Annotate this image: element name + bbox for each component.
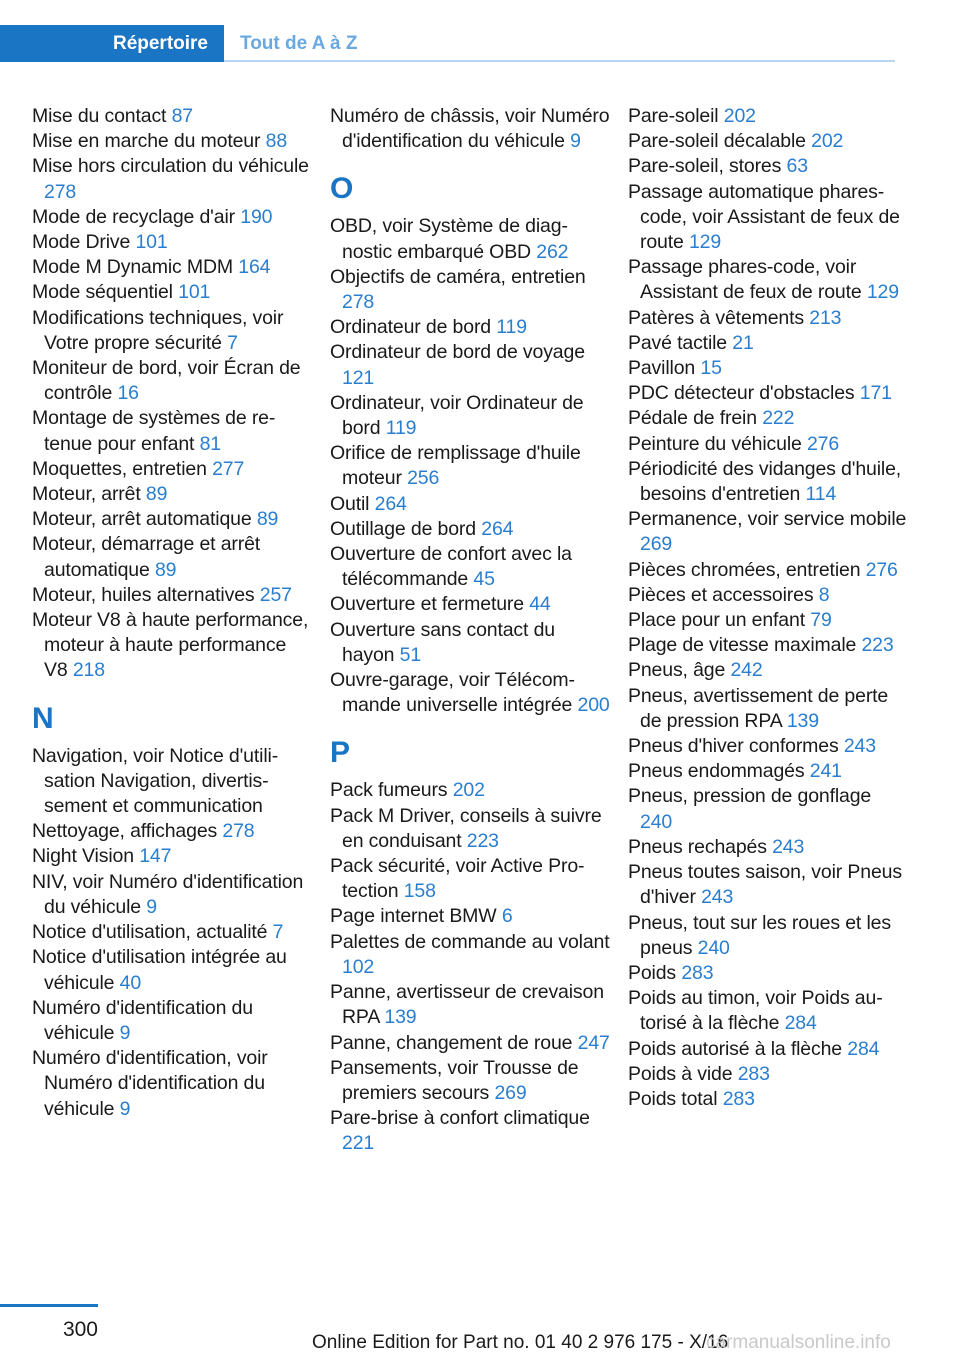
entry-text: Permanence, voir service mobile (628, 508, 907, 531)
entry-text: Mise en marche du moteur (32, 130, 261, 153)
entry-text: PDC détecteur d'obstacles (628, 382, 855, 405)
index-entry (330, 340, 610, 390)
index-entry (330, 804, 610, 854)
page-number: 300 (62, 1318, 98, 1341)
page-link[interactable]: 241 (809, 760, 842, 783)
index-entry (32, 870, 312, 920)
page-link[interactable]: 89 (256, 508, 279, 531)
page-link[interactable]: 40 (119, 971, 142, 994)
index-entry (32, 482, 312, 507)
index-entry (628, 255, 908, 305)
page-link[interactable]: 284 (784, 1012, 817, 1035)
page-link[interactable]: 9 (119, 1021, 131, 1044)
page-link[interactable]: 278 (44, 180, 77, 203)
index-entry (628, 583, 908, 608)
entry-text: Numéro d'identification du véhicule (32, 996, 253, 1044)
entry-text: Outillage de bord (330, 517, 476, 540)
watermark: carmanualsonline.info (706, 1332, 891, 1353)
page-link[interactable]: 101 (135, 231, 168, 254)
page-link[interactable]: 21 (732, 331, 754, 354)
page-link[interactable]: 88 (265, 130, 288, 153)
index-entry (628, 406, 908, 431)
entry-text: Moteur, huiles alternatives (32, 583, 255, 606)
page-link[interactable]: 222 (762, 407, 795, 430)
page-link[interactable]: 102 (342, 955, 375, 978)
page-link[interactable]: 223 (466, 829, 499, 852)
entry-text: Moniteur de bord, voir Écran de contrôle (32, 357, 301, 405)
page-link[interactable]: 240 (640, 810, 673, 833)
entry-text: Poids autorisé à la flèche (628, 1037, 842, 1060)
index-entry (330, 441, 610, 491)
page-link[interactable]: 164 (238, 256, 271, 279)
index-entry (628, 1062, 908, 1087)
page-link[interactable]: 240 (697, 936, 730, 959)
index-entry (628, 684, 908, 734)
page-link[interactable]: 81 (199, 432, 221, 455)
entry-text: Ordinateur de bord (330, 316, 491, 339)
page-link[interactable]: 9 (119, 1097, 131, 1120)
entry-text: Outil (330, 492, 370, 515)
entry-text: Pneus rechapés (628, 835, 767, 858)
page-link[interactable]: 129 (866, 281, 899, 304)
edition-note: Online Edition for Part no. 01 40 2 976 175 - X/16 (312, 1332, 729, 1353)
page-link[interactable]: 218 (72, 659, 105, 682)
index-entry (628, 104, 908, 129)
page-link[interactable]: 202 (723, 105, 756, 127)
page-link[interactable]: 262 (536, 240, 569, 263)
index-entry (628, 961, 908, 986)
index-entry (32, 230, 312, 255)
entry-text: Notice d'utilisation, actualité (32, 921, 268, 944)
entry-text: Mode Drive (32, 231, 131, 254)
header-rule (224, 60, 895, 62)
page-link[interactable]: 276 (806, 432, 840, 455)
page-link[interactable]: 9 (146, 895, 157, 918)
entry-text: Pare-soleil (628, 105, 719, 127)
entry-text: Pneus, pression de gonflage (628, 785, 872, 808)
entry-text: Moteur V8 à haute performance, moteur à haute performance V8 (32, 609, 309, 682)
page-link[interactable]: 190 (240, 205, 273, 228)
entry-text: Pack fumeurs (330, 779, 448, 802)
tab-repertoire[interactable]: Répertoire (0, 25, 224, 62)
section-letter: N (32, 701, 54, 735)
index-entry (32, 356, 312, 406)
index-entry (628, 633, 908, 658)
index-entry (330, 104, 610, 154)
index-entry (628, 381, 908, 406)
page-link[interactable]: 221 (342, 1132, 375, 1155)
entry-text: Ouverture sans contact du hayon (330, 618, 555, 666)
entry-text: OBD, voir Système de diagnostic embarqué OBD (330, 215, 568, 263)
page-link[interactable]: 114 (805, 483, 837, 506)
entry-text: Objectifs de caméra, entretien (330, 265, 586, 288)
page-link[interactable]: 283 (722, 1087, 755, 1110)
page-link[interactable]: 89 (154, 558, 177, 581)
page-link[interactable]: 51 (399, 643, 422, 666)
section-letter: P (330, 736, 351, 770)
entry-text: Moteur, arrêt (32, 483, 141, 506)
index-entry (32, 819, 312, 844)
page-link[interactable]: 171 (859, 382, 892, 405)
index-entry (32, 154, 312, 204)
entry-text: Panne, changement de roue (330, 1031, 573, 1054)
index-entry (330, 668, 610, 718)
index-entry (330, 542, 610, 592)
index-entry (628, 734, 908, 759)
tab-tout-de-a-a-z[interactable]: Tout de A à Z (240, 32, 358, 54)
entry-text: Pare-brise à confort climatique (330, 1107, 590, 1130)
page-link[interactable]: 200 (577, 694, 610, 717)
page-link[interactable]: 119 (385, 417, 417, 440)
entry-text: Pavillon (628, 357, 696, 380)
entry-text: Peinture du véhicule (628, 432, 802, 455)
index-entry (330, 1031, 610, 1056)
index-entry (628, 835, 908, 860)
index-entry (32, 532, 312, 582)
page-link[interactable]: 264 (481, 517, 514, 540)
index-entry (330, 904, 610, 929)
index-entry (628, 432, 908, 457)
entry-text: Numéro d'identification, voir Numéro d'identification du véhicule (32, 1047, 268, 1120)
entry-text: Plage de vitesse maximale (628, 634, 857, 657)
index-entry (628, 331, 908, 356)
header-bar (0, 0, 960, 62)
entry-text: NIV, voir Numéro d'identification du véhicule (32, 870, 304, 918)
page-link[interactable]: 89 (145, 483, 168, 506)
index-entry (330, 778, 610, 803)
index-entry (32, 205, 312, 230)
entry-text: Pneus, tout sur les roues et les pneus (628, 911, 891, 959)
index-entry (330, 618, 610, 668)
entry-text: Ouverture et fermeture (330, 593, 524, 616)
index-entry (32, 744, 312, 820)
page-link[interactable]: 139 (384, 1006, 417, 1029)
index-entry (628, 759, 908, 784)
index-entry (628, 986, 908, 1036)
page-link[interactable]: 79 (810, 609, 832, 632)
index-entry (628, 911, 908, 961)
index-entry (628, 1087, 908, 1112)
index-column-3 (628, 104, 908, 1112)
page-link[interactable]: 202 (452, 779, 485, 802)
page-link[interactable]: 45 (473, 568, 495, 591)
index-entry (628, 306, 908, 331)
page-link[interactable]: 247 (577, 1031, 610, 1054)
entry-text: Palettes de commande au volant (330, 930, 610, 953)
index-entry (330, 315, 610, 340)
index-entry (628, 180, 908, 256)
index-entry (32, 996, 312, 1046)
index-entry (32, 844, 312, 869)
entry-text: Moquettes, entretien (32, 457, 207, 480)
page-link[interactable]: 8 (818, 583, 830, 606)
entry-text: Pneus, avertissement de perte de pression RPA (628, 684, 889, 732)
index-entry (330, 1056, 610, 1106)
page-link[interactable]: 119 (496, 316, 527, 339)
page-link[interactable]: 278 (222, 820, 255, 843)
footer-rule (0, 1304, 98, 1307)
entry-text: Mode M Dynamic MDM (32, 256, 233, 279)
entry-text: Pneus d'hiver conformes (628, 735, 839, 758)
index-entry (628, 457, 908, 507)
entry-text: Ordinateur, voir Ordinateur de bord (330, 391, 584, 440)
index-entry (628, 1037, 908, 1062)
entry-text: Poids (628, 961, 677, 984)
entry-text: Ouvre-garage, voir Télécommande universelle intégrée (330, 669, 576, 717)
entry-text: Modifications techniques, voir Votre propre sécurité (32, 306, 284, 354)
entry-text: Page internet BMW (330, 905, 497, 928)
index-entry (628, 356, 908, 381)
page-link[interactable]: 283 (737, 1062, 770, 1085)
entry-text: Passage automatique phares-code, voir Assistant de feux de route (628, 180, 900, 254)
page-link[interactable]: 202 (811, 130, 844, 153)
index-entry (32, 507, 312, 532)
page-link[interactable]: 278 (342, 291, 375, 314)
entry-text: Pédale de frein (628, 407, 757, 430)
entry-text: Poids total (628, 1087, 718, 1110)
page-link[interactable]: 269 (494, 1081, 527, 1104)
index-entry (330, 980, 610, 1030)
page-link[interactable]: 264 (374, 492, 407, 515)
page-link[interactable]: 277 (212, 457, 245, 480)
index-entry (330, 517, 610, 542)
entry-text: Pare-soleil décalable (628, 130, 806, 153)
index-entry (32, 406, 312, 456)
page-link[interactable]: 256 (407, 467, 440, 490)
entry-text: Ouverture de confort avec la télécommande (330, 543, 572, 591)
entry-text: Orifice de remplissage d'huile moteur (330, 442, 581, 490)
entry-text: Nettoyage, affichages (32, 820, 218, 843)
page-link[interactable]: 269 (640, 533, 673, 556)
index-entry (330, 492, 610, 517)
entry-text: Pneus endommagés (628, 760, 805, 783)
page-link[interactable]: 147 (139, 845, 172, 868)
index-entry (32, 280, 312, 305)
index-entry (32, 920, 312, 945)
index-column-2 (330, 104, 610, 1157)
index-entry (32, 457, 312, 482)
index-entry (32, 945, 312, 995)
index-entry (628, 784, 908, 834)
entry-text: Pièces et accessoires (628, 583, 814, 606)
entry-text: Numéro de châssis, voir Numéro d'identification du véhicule (330, 105, 610, 153)
index-entry (330, 391, 610, 441)
page-link[interactable]: 16 (117, 382, 139, 405)
index-entry (32, 104, 312, 129)
entry-text: Moteur, arrêt automatique (32, 508, 252, 531)
page-link[interactable]: 257 (259, 583, 292, 606)
page-link[interactable]: 284 (847, 1037, 880, 1060)
entry-text: Pack sécurité, voir Active Protection (330, 855, 585, 903)
entry-text: Patères à vêtements (628, 306, 804, 329)
index-entry (330, 930, 610, 980)
page-link[interactable]: 9 (570, 130, 581, 153)
page-link[interactable]: 213 (809, 306, 842, 329)
entry-text: Pavé tactile (628, 331, 728, 354)
index-entry (32, 306, 312, 356)
page-link[interactable]: 87 (171, 105, 193, 127)
page-link[interactable]: 242 (730, 659, 763, 682)
entry-text: Mode de recyclage d'air (32, 205, 235, 228)
index-entry (330, 1106, 610, 1156)
page-link[interactable]: 101 (178, 281, 211, 304)
entry-text: Panne, avertisseur de crevaison RPA (330, 981, 604, 1029)
page-link[interactable]: 276 (865, 558, 898, 581)
index-entry (32, 129, 312, 154)
index-entry (330, 854, 610, 904)
entry-text: Mode séquentiel (32, 281, 173, 304)
page-link[interactable]: 44 (529, 593, 551, 616)
entry-text: Pare-soleil, stores (628, 155, 782, 178)
entry-text: Mise du contact (32, 105, 167, 127)
entry-text: Pneus, âge (628, 659, 726, 682)
page-link[interactable]: 243 (843, 735, 876, 758)
entry-text: Périodicité des vidanges d'huile, besoins d'entretien (628, 457, 902, 506)
page-link[interactable]: 283 (681, 961, 714, 984)
index-entry (32, 583, 312, 608)
index-entry (330, 592, 610, 617)
page-link[interactable]: 158 (403, 880, 436, 903)
entry-text: Place pour un enfant (628, 609, 805, 632)
index-entry (628, 860, 908, 910)
page-link[interactable]: 121 (342, 366, 375, 389)
entry-text: Mise hors circulation du véhicule (32, 155, 309, 178)
entry-text: Passage phares-code, voir Assistant de feux de route (628, 256, 862, 304)
index-entry (32, 608, 312, 684)
entry-text: Night Vision (32, 845, 134, 868)
index-entry (330, 265, 610, 315)
page-link[interactable]: 6 (501, 905, 513, 928)
page-link[interactable]: 139 (786, 709, 819, 732)
index-entry (32, 1046, 312, 1122)
entry-text: Pneus toutes saison, voir Pneus d'hiver (628, 861, 902, 909)
index-entry (628, 129, 908, 154)
entry-text: Pièces chromées, entretien (628, 558, 861, 581)
index-entry (330, 214, 610, 264)
index-entry (628, 507, 908, 557)
entry-text: Pack M Driver, conseils à suivre en conduisant (330, 804, 602, 852)
index-entry (628, 658, 908, 683)
index-entry (628, 558, 908, 583)
entry-text: Moteur, démarrage et arrêt automatique (32, 533, 261, 581)
index-entry (628, 608, 908, 633)
entry-text: Pansements, voir Trousse de premiers secours (330, 1056, 579, 1104)
entry-text: Poids au timon, voir Poids autorisé à la flèche (628, 987, 883, 1035)
entry-text: Navigation, voir Notice d'utilisation Navigation, divertissement et communication (32, 744, 279, 818)
index-column-1 (32, 104, 312, 1122)
page-link[interactable]: 7 (272, 921, 284, 944)
entry-text: Ordinateur de bord de voyage (330, 341, 585, 364)
page-link[interactable]: 129 (688, 231, 722, 254)
section-letter: O (330, 172, 354, 206)
entry-text: Notice d'utilisation intégrée au véhicule (32, 946, 287, 994)
page-link[interactable]: 223 (861, 634, 894, 657)
index-entry (628, 154, 908, 179)
page-link[interactable]: 243 (772, 835, 805, 858)
page-link[interactable]: 243 (701, 886, 734, 909)
entry-text: Montage de systèmes de retenue pour enfant (32, 407, 276, 455)
page-link[interactable]: 15 (700, 357, 722, 380)
page-link[interactable]: 63 (786, 155, 808, 178)
entry-text: Poids à vide (628, 1062, 733, 1085)
index-entry (32, 255, 312, 280)
page-link[interactable]: 7 (227, 331, 238, 354)
